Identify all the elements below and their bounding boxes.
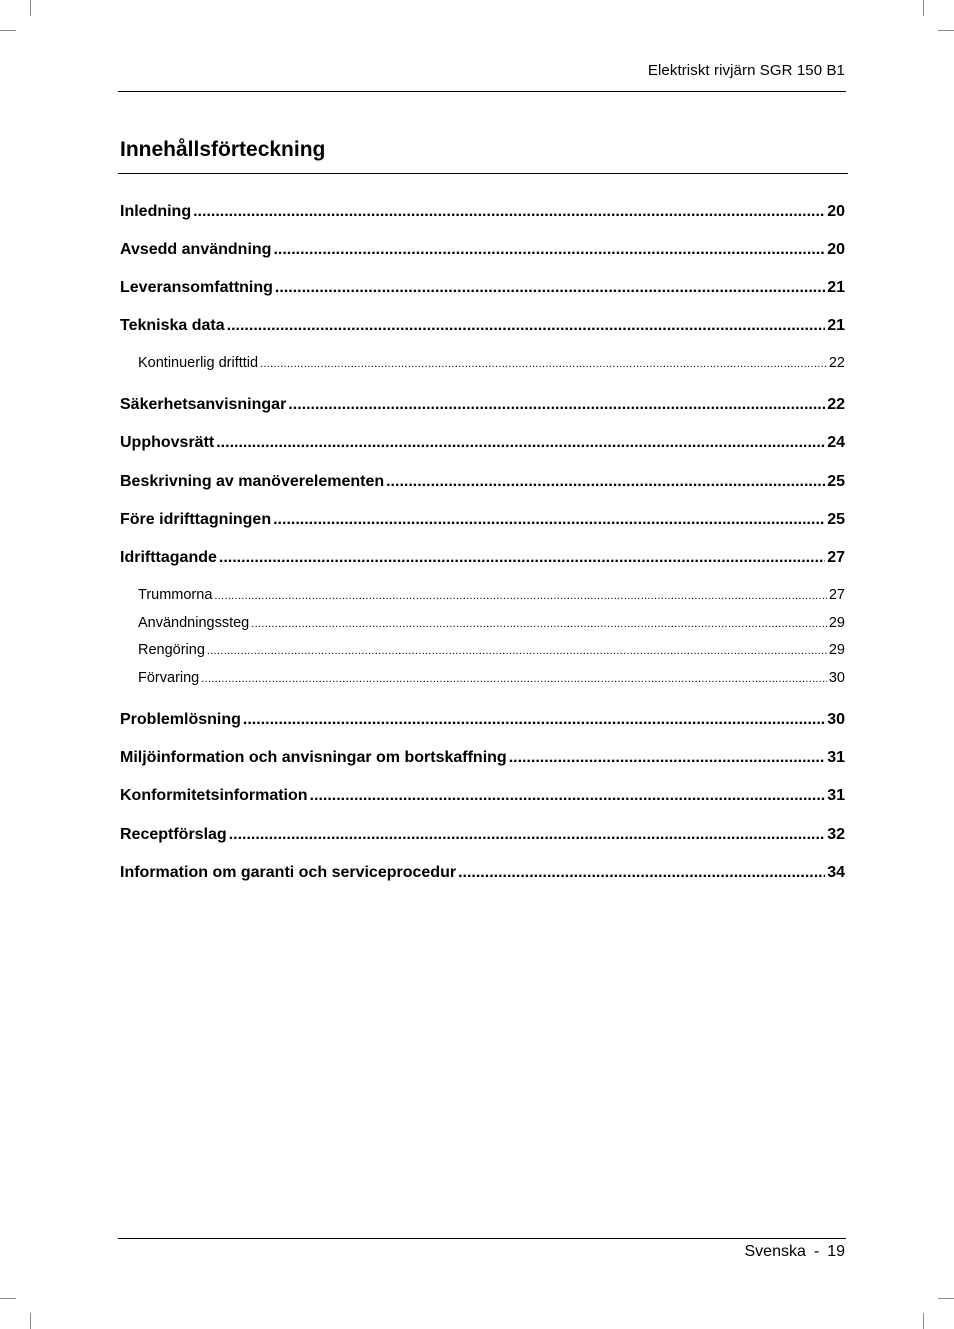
toc-entry-label: Användningssteg (138, 615, 250, 631)
crop-mark (923, 1313, 924, 1329)
toc-leader-dots (386, 473, 825, 491)
toc-entry-label: Rengöring (138, 642, 205, 658)
title-rule (118, 173, 848, 174)
toc-subentry[interactable] (138, 587, 845, 603)
crop-mark (923, 0, 924, 16)
crop-mark (0, 30, 16, 31)
page-footer (118, 1243, 845, 1261)
toc-entry-page: 25 (827, 511, 845, 528)
toc-entry-page: 21 (827, 317, 845, 334)
toc-leader-dots (214, 590, 826, 602)
toc-entry-page: 31 (827, 787, 845, 804)
toc-leader-dots (193, 203, 825, 221)
toc-entry-page: 30 (827, 711, 845, 728)
toc-entry-label: Konformitetsinformation (120, 787, 308, 804)
toc-entry-label: Före idrifttagningen (120, 511, 272, 528)
crop-mark (0, 1298, 16, 1299)
toc-leader-dots (310, 787, 826, 805)
toc-entry-label: Avsedd användning (120, 241, 272, 258)
toc-leader-dots (227, 317, 826, 335)
toc-entry-page: 21 (827, 279, 845, 296)
toc-entry-page: 22 (828, 355, 845, 371)
toc-leader-dots (509, 749, 826, 767)
toc-entry[interactable] (120, 549, 845, 567)
toc-subentry[interactable] (138, 355, 845, 371)
toc-entry-page: 34 (827, 864, 845, 881)
running-header: Elektriskt rivjärn SGR 150 B1 (647, 62, 845, 79)
toc-entry-page: 22 (827, 396, 845, 413)
toc-leader-dots (229, 826, 826, 844)
toc-leader-dots (275, 279, 825, 297)
toc-entry-page: 29 (828, 642, 845, 658)
crop-mark (938, 1298, 954, 1299)
toc-leader-dots (251, 618, 827, 630)
toc-entry-label: Receptförslag (120, 826, 227, 843)
toc-entry-page: 30 (828, 670, 845, 686)
toc-entry[interactable] (120, 826, 845, 844)
toc-entry-label: Beskrivning av manöverelementen (120, 473, 385, 490)
toc-entry-label: Förvaring (138, 670, 200, 686)
toc-entry-label: Tekniska data (120, 317, 225, 334)
toc-entry-label: Inledning (120, 203, 192, 220)
toc-leader-dots (288, 396, 825, 414)
toc-entry-page: 29 (828, 615, 845, 631)
toc-entry-page: 25 (827, 473, 845, 490)
toc-entry[interactable] (120, 864, 845, 882)
toc-entry-label: Kontinuerlig drifttid (138, 355, 259, 371)
toc-leader-dots (273, 241, 825, 259)
crop-mark (30, 1313, 31, 1329)
footer-rule (118, 1238, 846, 1239)
toc-leader-dots (273, 511, 825, 529)
toc-leader-dots (201, 673, 827, 685)
header-rule (118, 91, 846, 92)
toc-entry-label: Leveransomfattning (120, 279, 273, 296)
toc-entry-label: Säkerhetsanvisningar (120, 396, 287, 413)
toc-subentry[interactable] (138, 615, 845, 631)
crop-mark (30, 0, 31, 16)
crop-mark (938, 30, 954, 31)
toc-entry[interactable] (120, 711, 845, 729)
toc-entry[interactable] (120, 749, 845, 767)
toc-title: Innehållsförteckning (120, 138, 326, 161)
toc-entry-page: 32 (827, 826, 845, 843)
toc-entry-label: Idrifttagande (120, 549, 217, 566)
toc-entry[interactable] (120, 511, 845, 529)
toc-entry-page: 27 (827, 549, 845, 566)
toc-leader-dots (243, 711, 825, 729)
toc-entry-label: Upphovsrätt (120, 434, 215, 451)
toc-entry-page: 27 (828, 587, 845, 603)
toc-entry[interactable] (120, 434, 845, 452)
toc-entry-page: 20 (827, 241, 845, 258)
toc-entry-page: 31 (827, 749, 845, 766)
toc-entry-label: Information om garanti och serviceprocedur (120, 864, 457, 881)
toc-entry[interactable] (120, 241, 845, 259)
toc-leader-dots (260, 358, 827, 370)
toc-entry[interactable] (120, 396, 845, 414)
toc-leader-dots (216, 434, 825, 452)
page-number: 19 (827, 1243, 845, 1260)
toc-entry[interactable] (120, 279, 845, 297)
toc-entry[interactable] (120, 203, 845, 221)
toc-entry-page: 24 (827, 434, 845, 451)
toc-entry[interactable] (120, 787, 845, 805)
footer-separator: - (813, 1243, 820, 1260)
toc-subentry[interactable] (138, 670, 845, 686)
toc-leader-dots (219, 549, 825, 567)
toc-leader-dots (207, 645, 827, 657)
toc-entry-label: Miljöinformation och anvisningar om bortskaffning (120, 749, 507, 766)
toc-subentry[interactable] (138, 642, 845, 658)
toc-leader-dots (458, 864, 825, 882)
toc-entry-label: Problemlösning (120, 711, 241, 728)
toc-entry-page: 20 (827, 203, 845, 220)
toc-entry[interactable] (120, 317, 845, 335)
toc-entry-label: Trummorna (138, 587, 213, 603)
footer-language: Svenska (744, 1243, 806, 1260)
toc-entry[interactable] (120, 473, 845, 491)
